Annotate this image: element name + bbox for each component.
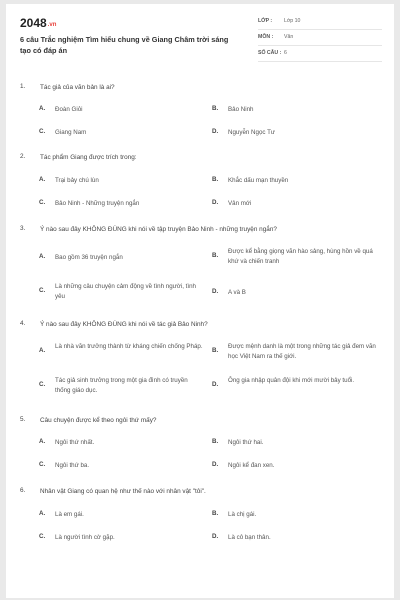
document-header — [20, 14, 382, 66]
logo-text: 2048 — [20, 16, 47, 30]
option-text: Được kể bằng giọng văn hào sảng, hùng hồn về quá khứ và chiến tranh — [228, 248, 373, 265]
option-text: Giang Nam — [55, 129, 87, 136]
option-letter: C. — [39, 381, 46, 388]
option-letter: D. — [212, 461, 219, 468]
option-text: Đoàn Giỏi — [55, 106, 83, 113]
meta-value: Lớp 10 — [284, 18, 301, 24]
option-text: Là nhà văn trưởng thành từ kháng chiến chống Pháp. — [55, 343, 203, 350]
option-letter: D. — [212, 288, 219, 295]
question-text: Ý nào sau đây KHÔNG ĐÚNG khi nói về tập truyện Bảo Ninh - những truyện ngắn? — [40, 226, 277, 233]
option-letter: C. — [39, 287, 46, 294]
option-text: A và B — [228, 289, 246, 296]
meta-key: MÔN : — [258, 34, 274, 40]
question-number: 2. — [20, 153, 26, 160]
meta-row-question-count — [258, 46, 382, 62]
option-text: Được mệnh danh là một trong những tác giả đem văn học Việt Nam ra thế giới. — [228, 343, 376, 360]
option-letter: A. — [39, 253, 46, 260]
option-text: Ngôi kể đan xen. — [228, 462, 275, 469]
question-text: Tác phẩm Giang được trích trong: — [40, 154, 137, 161]
option-text: Là người tình cờ gặp. — [55, 534, 115, 541]
meta-value: Văn — [284, 34, 294, 40]
option-text: Tác giả sinh trưởng trong một gia đình có truyền thống giáo dục. — [55, 377, 188, 394]
option-letter: A. — [39, 176, 46, 183]
option-letter: A. — [39, 105, 46, 112]
option-text: Khắc dấu mạn thuyền — [228, 177, 289, 184]
document-page — [6, 4, 394, 598]
option-letter: B. — [212, 252, 219, 259]
option-text: Bảo Ninh — [228, 106, 254, 113]
option-text: Nguyễn Ngọc Tư — [228, 129, 276, 136]
option-letter: A. — [39, 510, 46, 517]
question-number: 5. — [20, 416, 26, 423]
option-letter: B. — [212, 438, 219, 445]
option-text: Bao gồm 36 truyện ngắn — [55, 254, 123, 261]
meta-table — [258, 14, 382, 62]
question-number: 6. — [20, 487, 26, 494]
option-text: Ngôi thứ ba. — [55, 462, 90, 469]
option-text: Là những câu chuyện cảm động về tình người, tình yêu — [55, 283, 196, 300]
meta-row-subject — [258, 30, 382, 46]
option-letter: C. — [39, 461, 46, 468]
option-letter: B. — [212, 176, 219, 183]
page-title: 6 câu Trắc nghiệm Tìm hiểu chung về Giang Châm trời sáng tạo có đáp án — [20, 35, 229, 55]
option-letter: D. — [212, 381, 219, 388]
option-letter: B. — [212, 347, 219, 354]
option-text: Trại bảy chú lùn — [55, 177, 99, 184]
option-text: Bảo Ninh - Những truyện ngắn — [55, 200, 140, 207]
option-text: Vân mới — [228, 200, 252, 207]
option-letter: C. — [39, 199, 46, 206]
question-number: 3. — [20, 225, 26, 232]
site-logo[interactable] — [20, 16, 56, 30]
question-text: Ý nào sau đây KHÔNG ĐÚNG khi nói về tác giả Bảo Ninh? — [40, 321, 208, 328]
meta-key: SỐ CÂU : — [258, 50, 282, 56]
question-number: 4. — [20, 320, 26, 327]
option-letter: D. — [212, 533, 219, 540]
option-text: Ngôi thứ hai. — [228, 439, 264, 446]
option-letter: A. — [39, 438, 46, 445]
logo-suffix: .vn — [47, 22, 57, 28]
option-text: Ngôi thứ nhất. — [55, 439, 95, 446]
option-text: Là cô bạn thân. — [228, 534, 271, 541]
meta-key: LỚP : — [258, 18, 273, 24]
option-letter: C. — [39, 128, 46, 135]
option-letter: A. — [39, 347, 46, 354]
meta-row-class — [258, 14, 382, 30]
option-text: Ông gia nhập quân đội khi mới mười bảy tuổi. — [228, 377, 355, 384]
option-letter: B. — [212, 510, 219, 517]
question-text: Câu chuyện được kể theo ngôi thứ mấy? — [40, 417, 157, 424]
option-text: Là chị gái. — [228, 511, 257, 518]
question-text: Nhân vật Giang có quan hệ như thế nào với nhân vật "tôi". — [40, 488, 206, 495]
question-number: 1. — [20, 83, 26, 90]
question-text: Tác giả của văn bản là ai? — [40, 84, 115, 91]
option-letter: D. — [212, 128, 219, 135]
meta-value: 6 — [284, 50, 287, 56]
option-letter: D. — [212, 199, 219, 206]
option-letter: B. — [212, 105, 219, 112]
option-letter: C. — [39, 533, 46, 540]
option-text: Là em gái. — [55, 511, 84, 518]
